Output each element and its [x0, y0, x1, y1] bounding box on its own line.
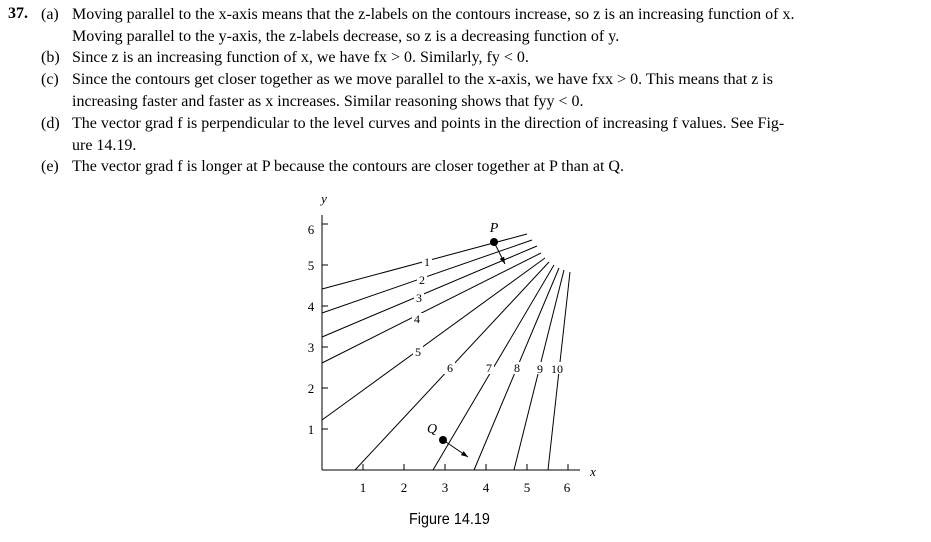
item-a-line-1: Moving parallel to the x-axis means that the z-labels on the contours increase, so z is an increasing function of x.	[72, 6, 795, 23]
x-tick-label-5: 5	[523, 480, 531, 495]
contour-label-1: 1	[424, 255, 430, 269]
item-d-label: (d)	[41, 115, 60, 132]
contour-label-8: 8	[514, 361, 520, 375]
item-c-line-2: increasing faster and faster as x increases. Similar reasoning shows that fyy < 0.	[72, 92, 584, 110]
problem-number: 37.	[8, 5, 28, 22]
contour-label-4: 4	[414, 312, 420, 326]
item-a-label: (a)	[41, 6, 59, 23]
y-tick-label-3: 3	[307, 340, 315, 355]
point-q-label: Q	[426, 422, 438, 437]
contour-label-2: 2	[419, 273, 425, 287]
item-d-line-2: ure 14.19.	[72, 136, 137, 154]
item-e-label: (e)	[41, 158, 59, 175]
contour-label-5: 5	[415, 345, 421, 359]
item-b-label: (b)	[41, 49, 60, 66]
contour-line-4	[322, 253, 541, 363]
item-d-line-1: The vector grad f is perpendicular to the level curves and points in the direction of increasing f values. See Fig-	[72, 115, 785, 132]
y-tick-label-2: 2	[307, 381, 315, 396]
y-tick-label-5: 5	[307, 258, 315, 273]
item-c-label: (c)	[41, 71, 59, 88]
x-tick-label-1: 1	[359, 480, 367, 495]
item-a-line-2: Moving parallel to the y-axis, the z-labels decrease, so z is a decreasing function of y.	[72, 27, 620, 45]
y-tick-label-4: 4	[307, 299, 315, 314]
contour-line-5	[322, 258, 545, 420]
y-tick-label-1: 1	[307, 422, 315, 437]
contour-label-6: 6	[447, 361, 453, 375]
item-c-line-1: Since the contours get closer together as we move parallel to the x-axis, we have fxx > 0. This means that z is	[72, 71, 773, 88]
contour-label-9: 9	[537, 362, 543, 376]
y-axis-label: y	[321, 191, 327, 206]
contour-label-10: 10	[551, 362, 563, 376]
item-b-line-1: Since z is an increasing function of x, we have fx > 0. Similarly, fy < 0.	[72, 49, 529, 66]
contour-label-3: 3	[416, 291, 422, 305]
contour-label-7: 7	[486, 361, 492, 375]
item-e-line-1: The vector grad f is longer at P because the contours are closer together at P than at Q.	[72, 158, 624, 175]
x-tick-label-4: 4	[482, 480, 490, 495]
point-p-label: P	[489, 221, 499, 236]
x-tick-label-2: 2	[400, 480, 408, 495]
x-tick-label-6: 6	[563, 480, 571, 495]
figure-caption: Figure 14.19	[409, 511, 490, 528]
x-tick-label-3: 3	[441, 480, 449, 495]
x-axis-label: x	[590, 464, 596, 479]
y-tick-label-6: 6	[307, 222, 315, 237]
gradient-arrow-q	[443, 440, 468, 457]
